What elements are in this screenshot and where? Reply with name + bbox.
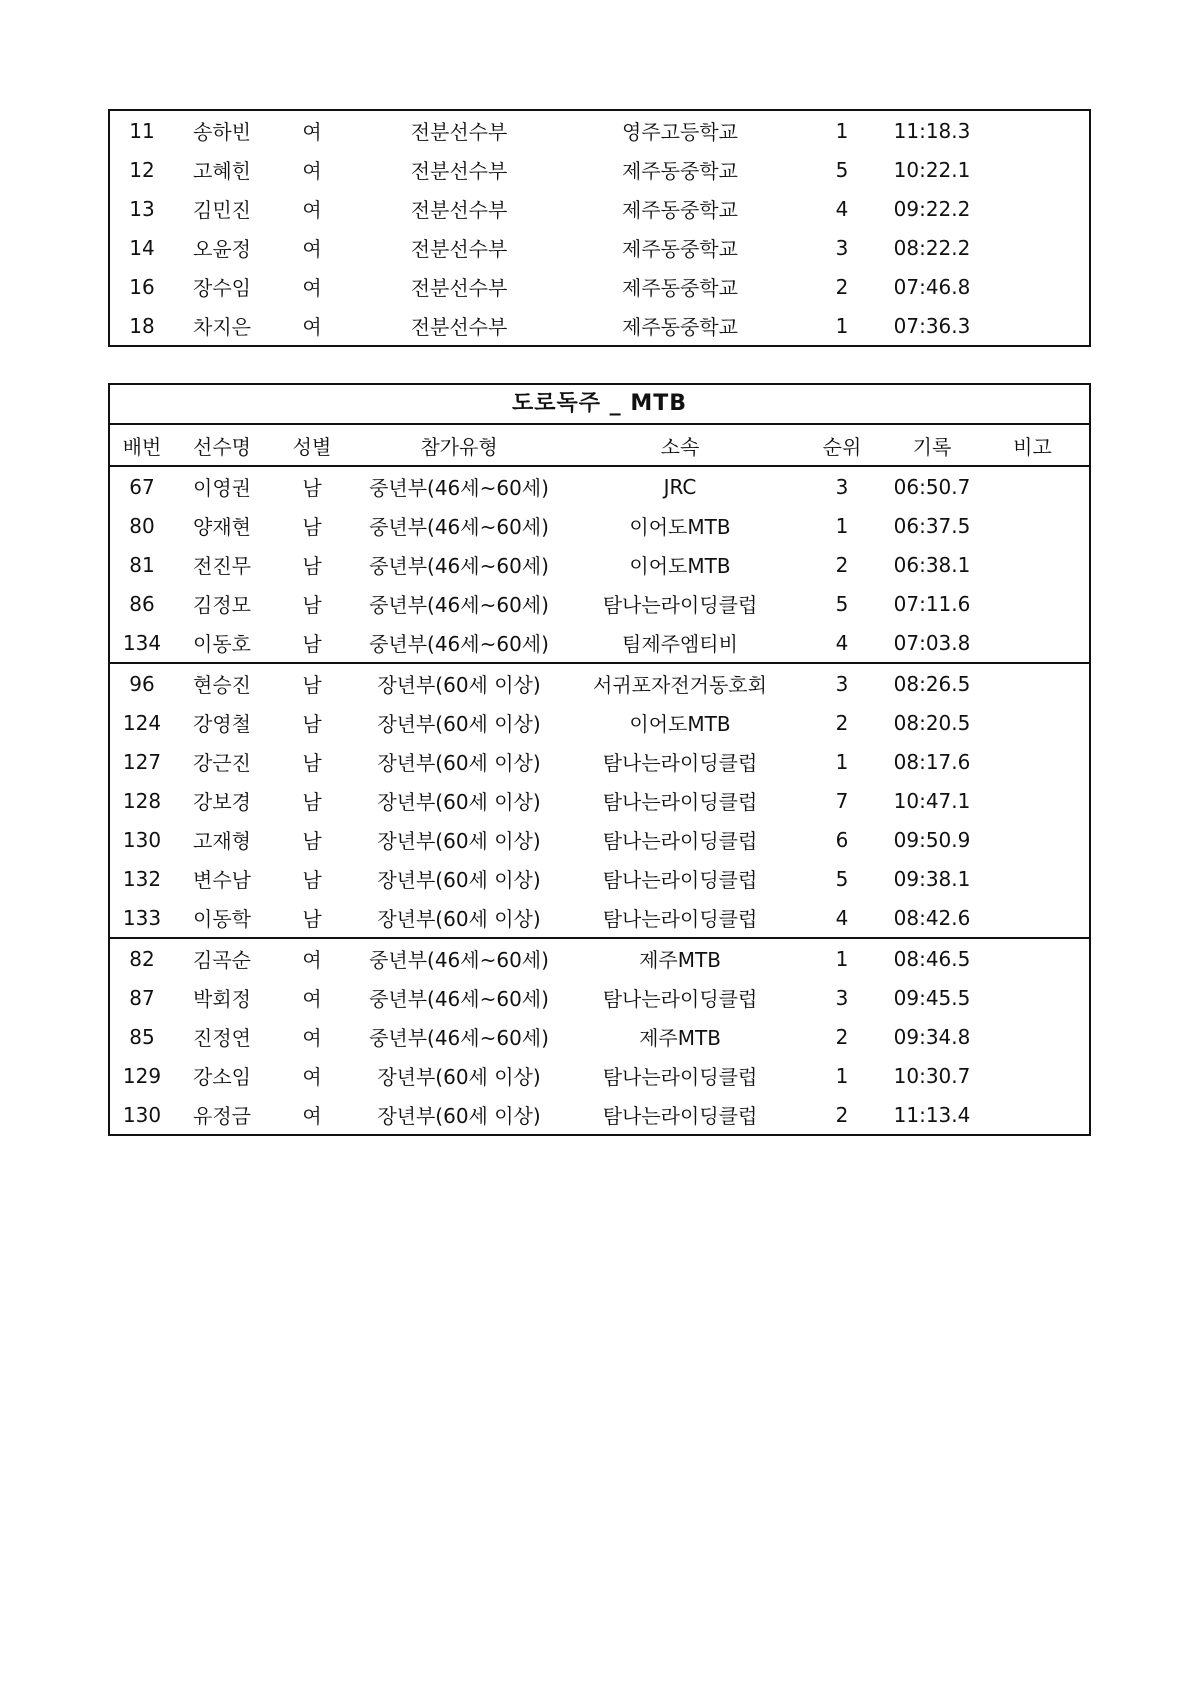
cell-rank: 1 [835, 749, 849, 774]
table-row [110, 506, 1089, 545]
results-table-mtb-grid [110, 425, 1089, 1134]
header-bib: 배번 [110, 425, 174, 466]
cell-rank: 1 [835, 313, 849, 338]
cell-affiliation: 팀제주엠티비 [622, 632, 738, 656]
table-row [110, 898, 1089, 938]
cell-record: 06:37.5 [893, 513, 971, 538]
cell-gender: 남 [270, 663, 354, 703]
table-row [110, 938, 1089, 978]
cell-gender: 남 [302, 751, 322, 775]
cell-rank: 2 [835, 274, 849, 299]
cell-affiliation: 이어도MTB [629, 712, 731, 736]
cell-affiliation: JRC [663, 474, 697, 499]
cell-affiliation: 제주MTB [564, 938, 796, 978]
cell-note [976, 545, 1089, 584]
cell-bib: 18 [129, 313, 155, 338]
cell-affiliation: 탐나는라이딩클럽 [602, 751, 758, 775]
cell-category: 중년부(46세~60세) [369, 632, 549, 656]
cell-gender: 남 [302, 515, 322, 539]
cell-category: 장년부(60세 이상) [377, 790, 541, 814]
cell-note [976, 1017, 1089, 1056]
cell-bib: 128 [122, 788, 162, 813]
cell-affiliation: 탐나는라이딩클럽 [602, 987, 758, 1011]
cell-name: 강보경 [193, 790, 251, 814]
cell-gender: 여 [302, 159, 322, 183]
cell-category: 장년부(60세 이상) [377, 1065, 541, 1089]
cell-record: 08:17.6 [893, 749, 971, 774]
cell-note [976, 506, 1089, 545]
cell-note [976, 1095, 1089, 1134]
cell-affiliation: 탐나는라이딩클럽 [602, 593, 758, 617]
cell-affiliation: 제주동중학교 [622, 276, 738, 300]
header-gender: 성별 [270, 425, 354, 466]
cell-category: 전분선수부 [410, 198, 508, 222]
cell-note [976, 267, 1089, 306]
cell-note [976, 150, 1089, 189]
cell-gender: 남 [302, 593, 322, 617]
cell-category: 중년부(46세~60세) [369, 515, 549, 539]
cell-rank: 6 [835, 827, 849, 852]
cell-gender: 여 [302, 315, 322, 339]
cell-name: 박회정 [193, 987, 251, 1011]
cell-record: 10:22.1 [893, 157, 971, 182]
cell-bib: 129 [122, 1063, 162, 1088]
cell-gender: 여 [302, 120, 322, 144]
table-row [110, 663, 1089, 703]
cell-name: 이동학 [193, 907, 251, 931]
cell-rank: 1 [835, 513, 849, 538]
header-name: 선수명 [174, 425, 270, 466]
cell-gender: 여 [302, 987, 322, 1011]
cell-gender: 남 [302, 868, 322, 892]
cell-category: 중년부(46세~60세) [369, 1026, 549, 1050]
cell-rank: 2 [835, 710, 849, 735]
cell-note [976, 623, 1089, 663]
cell-rank: 1 [835, 118, 849, 143]
cell-category: 전분선수부 [410, 159, 508, 183]
cell-bib: 12 [129, 157, 155, 182]
cell-name: 이동호 [193, 632, 251, 656]
table-row [110, 978, 1089, 1017]
cell-affiliation: 이어도MTB [629, 515, 731, 539]
cell-bib: 130 [122, 1102, 162, 1127]
cell-name: 진정연 [193, 1026, 251, 1050]
table-row [110, 111, 1089, 150]
cell-record: 09:45.5 [893, 985, 971, 1010]
cell-gender: 남 [302, 907, 322, 931]
cell-gender: 남 [302, 554, 322, 578]
cell-affiliation: 제주동중학교 [622, 159, 738, 183]
cell-rank: 3 [835, 235, 849, 260]
cell-note [976, 978, 1089, 1017]
cell-bib: 96 [110, 663, 174, 703]
cell-bib: 130 [122, 827, 162, 852]
cell-record: 07:03.8 [893, 630, 971, 655]
cell-bib: 133 [122, 905, 162, 930]
cell-bib: 134 [122, 630, 162, 655]
cell-record: 08:22.2 [893, 235, 971, 260]
table-row [110, 306, 1089, 345]
cell-bib: 127 [122, 749, 162, 774]
cell-affiliation: 제주MTB [639, 1026, 721, 1050]
cell-bib: 124 [122, 710, 162, 735]
cell-gender: 남 [302, 790, 322, 814]
cell-gender: 남 [302, 476, 322, 500]
results-table-top [110, 111, 1089, 345]
cell-affiliation: 탐나는라이딩클럽 [602, 790, 758, 814]
cell-record: 08:26.5 [888, 663, 976, 703]
table-row [110, 189, 1089, 228]
cell-note [976, 703, 1089, 742]
cell-note [976, 1056, 1089, 1095]
cell-name: 김곡순 [174, 938, 270, 978]
table-row [110, 1056, 1089, 1095]
cell-affiliation: 제주동중학교 [622, 237, 738, 261]
table-row [110, 703, 1089, 742]
cell-affiliation: 제주동중학교 [622, 315, 738, 339]
cell-note [976, 466, 1089, 506]
cell-name: 강소임 [193, 1065, 251, 1089]
cell-name: 유정금 [193, 1104, 251, 1128]
cell-record: 10:47.1 [893, 788, 971, 813]
cell-rank: 2 [835, 552, 849, 577]
cell-note [976, 859, 1089, 898]
cell-name: 장수임 [193, 276, 251, 300]
cell-note [976, 306, 1089, 345]
cell-category: 중년부(46세~60세) [369, 554, 549, 578]
cell-rank: 3 [835, 474, 849, 499]
cell-category: 장년부(60세 이상) [354, 663, 564, 703]
cell-rank: 2 [835, 1102, 849, 1127]
cell-bib: 87 [129, 985, 155, 1010]
cell-name: 전진무 [193, 554, 251, 578]
cell-note [976, 584, 1089, 623]
cell-bib: 86 [129, 591, 155, 616]
table-row [110, 820, 1089, 859]
cell-rank: 4 [835, 905, 849, 930]
cell-name: 오윤정 [193, 237, 251, 261]
cell-gender: 여 [270, 938, 354, 978]
cell-bib: 14 [129, 235, 155, 260]
cell-note [976, 189, 1089, 228]
cell-name: 강영철 [193, 712, 251, 736]
cell-category: 장년부(60세 이상) [377, 868, 541, 892]
cell-name: 양재현 [193, 515, 251, 539]
table-header-row [110, 425, 1089, 466]
cell-gender: 여 [302, 237, 322, 261]
cell-name: 차지은 [193, 315, 251, 339]
results-table-mtb [108, 383, 1091, 1136]
cell-record: 06:50.7 [893, 474, 971, 499]
cell-category: 장년부(60세 이상) [377, 712, 541, 736]
cell-record: 07:36.3 [893, 313, 971, 338]
table-row [110, 1017, 1089, 1056]
cell-record: 09:34.8 [893, 1024, 971, 1049]
cell-name: 고혜힌 [193, 159, 251, 183]
cell-gender: 여 [302, 1065, 322, 1089]
cell-note [976, 742, 1089, 781]
cell-record: 10:30.7 [893, 1063, 971, 1088]
table-row [110, 228, 1089, 267]
cell-bib: 67 [129, 474, 155, 499]
cell-bib: 80 [129, 513, 155, 538]
header-rank: 순위 [796, 425, 888, 466]
cell-category: 중년부(46세~60세) [369, 593, 549, 617]
cell-record: 11:18.3 [893, 118, 971, 143]
cell-note [976, 820, 1089, 859]
cell-category: 장년부(60세 이상) [377, 751, 541, 775]
table-title: 도로독주 _ MTB [110, 385, 1089, 425]
table-row [110, 859, 1089, 898]
cell-affiliation: 탐나는라이딩클럽 [602, 907, 758, 931]
cell-bib: 13 [129, 196, 155, 221]
cell-rank: 4 [835, 630, 849, 655]
table-row [110, 623, 1089, 663]
header-affiliation: 소속 [564, 425, 796, 466]
cell-category: 장년부(60세 이상) [377, 907, 541, 931]
cell-name: 김정모 [193, 593, 251, 617]
cell-rank: 5 [835, 157, 849, 182]
cell-bib: 16 [129, 274, 155, 299]
cell-gender: 남 [302, 632, 322, 656]
cell-name: 강근진 [193, 751, 251, 775]
cell-category: 전분선수부 [410, 276, 508, 300]
cell-name: 송하빈 [193, 120, 251, 144]
table-row [110, 584, 1089, 623]
table-row [110, 466, 1089, 506]
cell-affiliation: 영주고등학교 [622, 120, 738, 144]
cell-affiliation: 탐나는라이딩클럽 [602, 1104, 758, 1128]
cell-gender: 여 [302, 198, 322, 222]
cell-record: 07:46.8 [893, 274, 971, 299]
cell-name: 고재형 [193, 829, 251, 853]
cell-rank: 3 [796, 663, 888, 703]
cell-rank: 4 [835, 196, 849, 221]
table-row [110, 545, 1089, 584]
cell-record: 09:38.1 [893, 866, 971, 891]
cell-category: 전분선수부 [410, 237, 508, 261]
cell-rank: 1 [835, 1063, 849, 1088]
cell-note [976, 663, 1089, 703]
cell-affiliation: 서귀포자전거동호회 [564, 663, 796, 703]
cell-category: 전분선수부 [410, 315, 508, 339]
cell-category: 중년부(46세~60세) [354, 938, 564, 978]
results-table-mtb-body [110, 466, 1089, 1134]
cell-bib: 82 [110, 938, 174, 978]
cell-bib: 132 [122, 866, 162, 891]
cell-rank: 5 [835, 591, 849, 616]
results-table-top-body [110, 111, 1089, 345]
cell-record: 08:20.5 [893, 710, 971, 735]
cell-name: 변수남 [193, 868, 251, 892]
cell-gender: 남 [302, 829, 322, 853]
cell-rank: 1 [796, 938, 888, 978]
cell-record: 06:38.1 [893, 552, 971, 577]
cell-gender: 남 [302, 712, 322, 736]
cell-record: 11:13.4 [893, 1102, 971, 1127]
cell-gender: 여 [302, 1104, 322, 1128]
cell-category: 중년부(46세~60세) [369, 476, 549, 500]
cell-category: 장년부(60세 이상) [377, 1104, 541, 1128]
cell-name: 이영권 [193, 476, 251, 500]
cell-category: 전분선수부 [410, 120, 508, 144]
cell-note [976, 228, 1089, 267]
table-row [110, 781, 1089, 820]
cell-name: 김민진 [193, 198, 251, 222]
cell-bib: 81 [129, 552, 155, 577]
cell-category: 장년부(60세 이상) [377, 829, 541, 853]
cell-note [976, 938, 1089, 978]
cell-gender: 여 [302, 1026, 322, 1050]
cell-record: 08:46.5 [888, 938, 976, 978]
cell-name: 현승진 [174, 663, 270, 703]
cell-bib: 85 [129, 1024, 155, 1049]
table-row [110, 267, 1089, 306]
cell-record: 09:50.9 [893, 827, 971, 852]
cell-note [976, 898, 1089, 938]
cell-rank: 2 [835, 1024, 849, 1049]
table-row [110, 150, 1089, 189]
cell-category: 중년부(46세~60세) [369, 987, 549, 1011]
header-category: 참가유형 [354, 425, 564, 466]
cell-gender: 여 [302, 276, 322, 300]
cell-rank: 7 [835, 788, 849, 813]
cell-note [976, 111, 1089, 150]
cell-affiliation: 이어도MTB [629, 554, 731, 578]
cell-record: 09:22.2 [893, 196, 971, 221]
cell-affiliation: 탐나는라이딩클럽 [602, 829, 758, 853]
cell-affiliation: 탐나는라이딩클럽 [602, 1065, 758, 1089]
cell-rank: 5 [835, 866, 849, 891]
table-row [110, 742, 1089, 781]
cell-affiliation: 탐나는라이딩클럽 [602, 868, 758, 892]
cell-affiliation: 제주동중학교 [622, 198, 738, 222]
cell-rank: 3 [835, 985, 849, 1010]
cell-bib: 11 [129, 118, 155, 143]
header-note: 비고 [976, 425, 1089, 466]
table-row [110, 1095, 1089, 1134]
results-table-continued [108, 109, 1091, 347]
cell-record: 08:42.6 [893, 905, 971, 930]
cell-record: 07:11.6 [893, 591, 971, 616]
cell-note [976, 781, 1089, 820]
header-record: 기록 [888, 425, 976, 466]
